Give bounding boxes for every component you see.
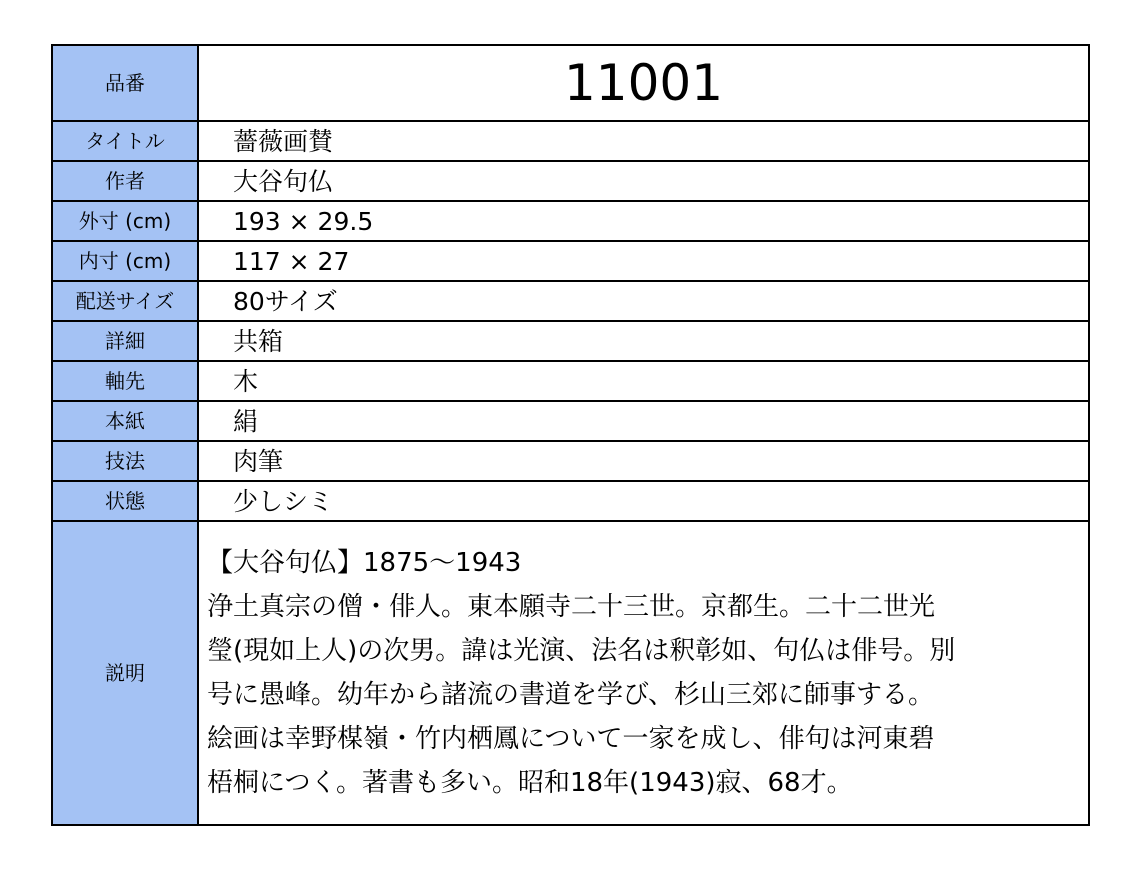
base-material-value: 絹 [198,401,1089,441]
shipping-size-row [52,281,1089,321]
condition-value: 少しシミ [198,481,1089,521]
inner-size-row [52,241,1089,281]
roller-ends-label: 軸先 [52,361,198,401]
description-label: 説明 [52,521,198,825]
author-value: 大谷句仏 [198,161,1089,201]
condition-label: 状態 [52,481,198,521]
shipping-size-value: 80サイズ [198,281,1089,321]
technique-row [52,441,1089,481]
details-label: 詳細 [52,321,198,361]
title-label: タイトル [52,121,198,161]
base-material-label: 本紙 [52,401,198,441]
description-line: 号に愚峰。幼年から諸流の書道を学び、杉山三郊に師事する。 [207,680,934,710]
technique-label: 技法 [52,441,198,481]
outer-size-value: 193 × 29.5 [198,201,1089,241]
condition-row [52,481,1089,521]
item-number-label: 品番 [52,45,198,121]
title-row [52,121,1089,161]
details-value: 共箱 [198,321,1089,361]
inner-size-value: 117 × 27 [198,241,1089,281]
author-label: 作者 [52,161,198,201]
outer-size-label: 外寸 (cm) [52,201,198,241]
shipping-size-label: 配送サイズ [52,281,198,321]
details-row [52,321,1089,361]
item-number-value: 11001 [198,45,1089,121]
item-number-row [52,45,1089,121]
inner-size-label: 内寸 (cm) [52,241,198,281]
roller-ends-value: 木 [198,361,1089,401]
roller-ends-row [52,361,1089,401]
description-line: 絵画は幸野楳嶺・竹内栖鳳について一家を成し、俳句は河東碧 [207,724,935,754]
title-value: 薔薇画賛 [198,121,1089,161]
description-line: 瑩(現如上人)の次男。諱は光演、法名は釈彰如、句仏は俳号。別 [207,636,956,666]
description-line: 浄土真宗の僧・俳人。東本願寺二十三世。京都生。二十二世光 [207,592,936,622]
description-text [198,521,1089,825]
product-spec-table [51,44,1090,826]
description-line: 【大谷句仏】1875〜1943 [207,548,522,578]
author-row [52,161,1089,201]
description-row [52,521,1089,825]
outer-size-row [52,201,1089,241]
base-material-row [52,401,1089,441]
technique-value: 肉筆 [198,441,1089,481]
description-line: 梧桐につく。著書も多い。昭和18年(1943)寂、68才。 [207,768,853,798]
